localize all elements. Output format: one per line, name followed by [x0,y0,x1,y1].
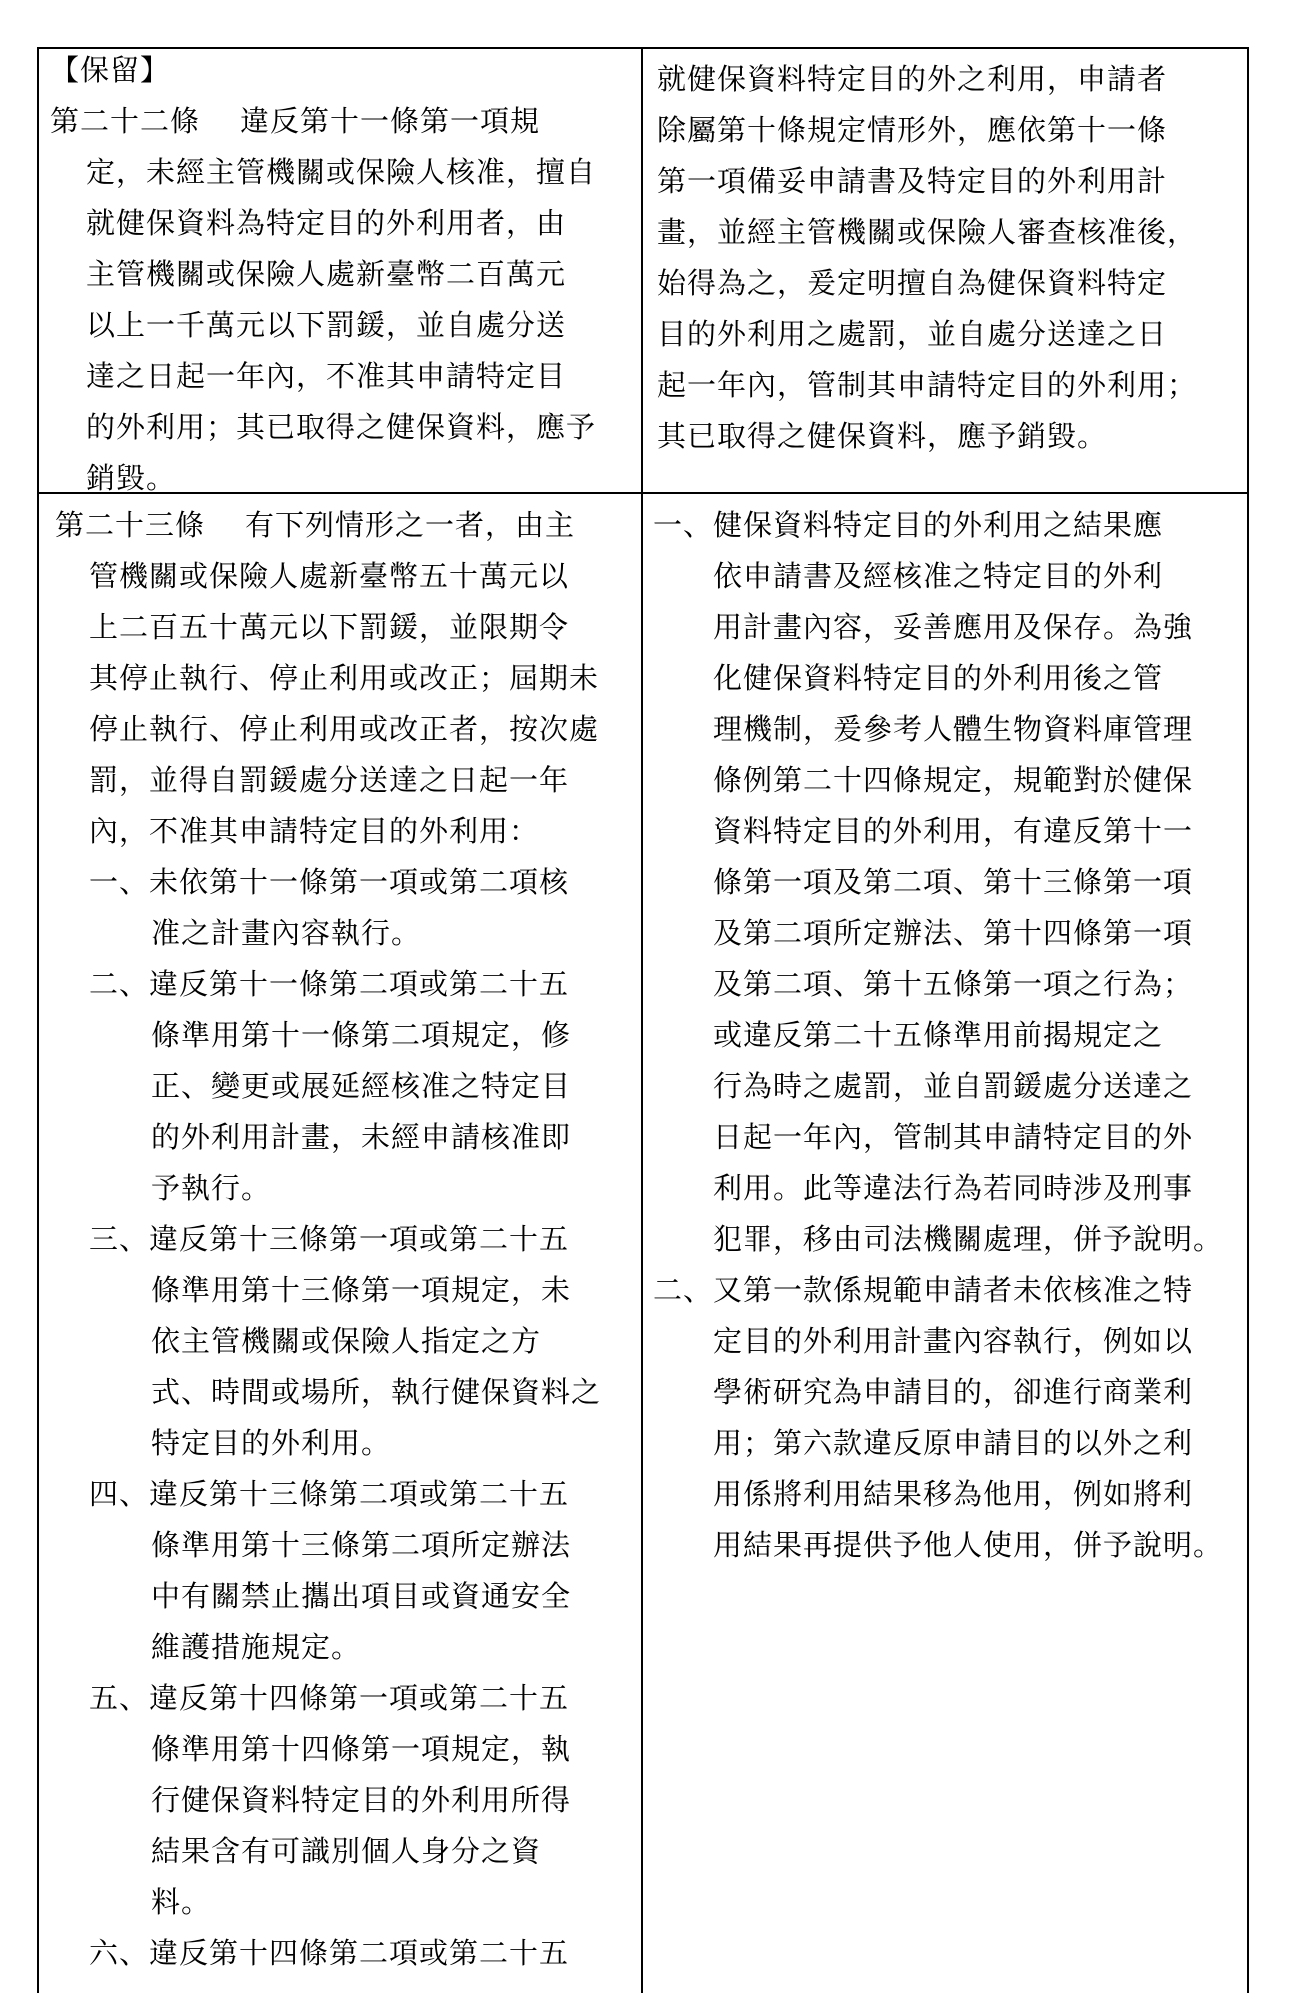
item-line: 健保資料特定目的外利用之結果應 [713,508,1164,542]
item-line: 用計畫內容，妥善應用及保存。為強 [713,610,1194,644]
row1-left-cell [50,45,596,504]
explanation-line: 目的外利用之處罰，並自處分送達之日 [657,317,1168,351]
list-item [89,1214,601,1265]
table-middle-border [641,48,643,1993]
item-line: 日起一年內，管制其申請特定目的外 [713,1120,1194,1154]
item-line: 條準用第十三條第二項所定辦法 [151,1528,572,1562]
item-line: 式、時間或場所，執行健保資料之 [151,1375,602,1409]
item-line: 的外利用計畫，未經申請核准即 [151,1120,572,1154]
item-line: 行健保資料特定目的外利用所得 [151,1783,572,1817]
item-line: 予執行。 [151,1171,272,1205]
article-22-line: 就健保資料為特定目的外利用者，由 [86,206,567,240]
item-line: 違反第十三條第一項或第二十五 [149,1222,570,1256]
article-23-heading [55,500,601,551]
list-item [89,1469,601,1520]
article-23-first-line: 有下列情形之一者，由主 [245,508,576,542]
item-line: 學術研究為申請目的，卻進行商業利 [713,1375,1194,1409]
item-line: 又第一款係規範申請者未依核准之特 [713,1273,1194,1307]
item-line: 資料特定目的外利用，有違反第十一 [713,814,1194,848]
item-marker: 六、 [89,1936,150,1970]
item-line: 正、變更或展延經核准之特定目 [151,1069,572,1103]
article-22-line: 定，未經主管機關或保險人核准，擅自 [86,155,597,189]
explanation-line: 始得為之，爰定明擅自為健保資料特定 [657,266,1168,300]
item-line: 條準用第十一條第二項規定，修 [151,1018,572,1052]
item-line: 依主管機關或保險人指定之方 [151,1324,542,1358]
item-line: 及第二項、第十五條第一項之行為； [713,967,1194,1001]
article-23-intro-line: 其停止執行、停止利用或改正；屆期未 [89,661,600,695]
article-22-line: 的外利用；其已取得之健保資料，應予 [86,410,597,444]
item-marker: 三、 [89,1222,150,1256]
item-marker: 二、 [653,1273,714,1307]
item-line: 或違反第二十五條準用前揭規定之 [713,1018,1164,1052]
article-22-line: 銷毀。 [86,461,177,495]
list-item [89,959,601,1010]
list-item [89,1928,601,1979]
article-22-heading [50,96,596,147]
article-22-line: 以上一千萬元以下罰鍰，並自處分送 [86,308,567,342]
article-22-line: 達之日起一年內，不准其申請特定目 [86,359,567,393]
list-item [653,1265,1223,1316]
item-line: 結果含有可識別個人身分之資 [151,1834,542,1868]
explanation-line: 第一項備妥申請書及特定目的外利用計 [657,164,1168,198]
explanation-line: 起一年內，管制其申請特定目的外利用； [657,368,1198,402]
row1-right-cell [657,54,1197,462]
item-line: 違反第十一條第二項或第二十五 [149,967,570,1001]
item-line: 及第二項所定辦法、第十四條第一項 [713,916,1194,950]
item-line: 用結果再提供予他人使用，併予說明。 [713,1528,1224,1562]
article-23-intro-line: 罰，並得自罰鍰處分送達之日起一年 [89,763,570,797]
item-marker: 一、 [89,865,150,899]
row2-right-cell [653,500,1223,1571]
article-23-intro-line: 管機關或保險人處新臺幣五十萬元以 [89,559,570,593]
explanation-line: 畫，並經主管機關或保險人審查核准後， [657,215,1198,249]
item-line: 利用。此等違法行為若同時涉及刑事 [713,1171,1194,1205]
item-line: 理機制，爰參考人體生物資料庫管理 [713,712,1194,746]
item-line: 行為時之處罰，並自罰鍰處分送達之 [713,1069,1194,1103]
item-line: 未依第十一條第一項或第二項核 [149,865,570,899]
item-line: 違反第十四條第二項或第二十五 [149,1936,570,1970]
explanation-line: 除屬第十條規定情形外，應依第十一條 [657,113,1168,147]
table-left-border [37,48,39,1993]
article-22-number: 第二十二條 [50,104,201,138]
row2-left-cell [55,500,601,1979]
item-marker: 一、 [653,508,714,542]
list-item [653,500,1223,551]
item-line: 違反第十三條第二項或第二十五 [149,1477,570,1511]
explanation-line: 就健保資料特定目的外之利用，申請者 [657,62,1168,96]
article-22-line: 主管機關或保險人處新臺幣二百萬元 [86,257,567,291]
article-23-intro-line: 上二百五十萬元以下罰鍰，並限期令 [89,610,570,644]
item-line: 犯罪，移由司法機關處理，併予說明。 [713,1222,1224,1256]
article-23-intro-line: 停止執行、停止利用或改正者，按次處 [89,712,600,746]
reserved-label: 【保留】 [50,53,171,87]
article-23-number: 第二十三條 [55,508,206,542]
item-line: 條第一項及第二項、第十三條第一項 [713,865,1194,899]
item-line: 定目的外利用計畫內容執行，例如以 [713,1324,1194,1358]
item-marker: 五、 [89,1681,150,1715]
article-23-intro-line: 內，不准其申請特定目的外利用： [89,814,540,848]
item-marker: 二、 [89,967,150,1001]
item-line: 條例第二十四條規定，規範對於健保 [713,763,1194,797]
item-line: 用係將利用結果移為他用，例如將利 [713,1477,1194,1511]
item-line: 料。 [151,1885,212,1919]
item-line: 中有關禁止攜出項目或資通安全 [151,1579,572,1613]
list-item [89,857,601,908]
item-line: 准之計畫內容執行。 [151,916,422,950]
item-marker: 四、 [89,1477,150,1511]
item-line: 條準用第十四條第一項規定，執 [151,1732,572,1766]
explanation-line: 其已取得之健保資料，應予銷毀。 [657,419,1108,453]
item-line: 依申請書及經核准之特定目的外利 [713,559,1164,593]
item-line: 特定目的外利用。 [151,1426,392,1460]
item-line: 用；第六款違反原申請目的以外之利 [713,1426,1194,1460]
item-line: 條準用第十三條第一項規定，未 [151,1273,572,1307]
article-22-first-line: 違反第十一條第一項規 [240,104,541,138]
list-item [89,1673,601,1724]
item-line: 化健保資料特定目的外利用後之管 [713,661,1164,695]
item-line: 維護措施規定。 [151,1630,362,1664]
table-right-border [1247,48,1249,1993]
item-line: 違反第十四條第一項或第二十五 [149,1681,570,1715]
